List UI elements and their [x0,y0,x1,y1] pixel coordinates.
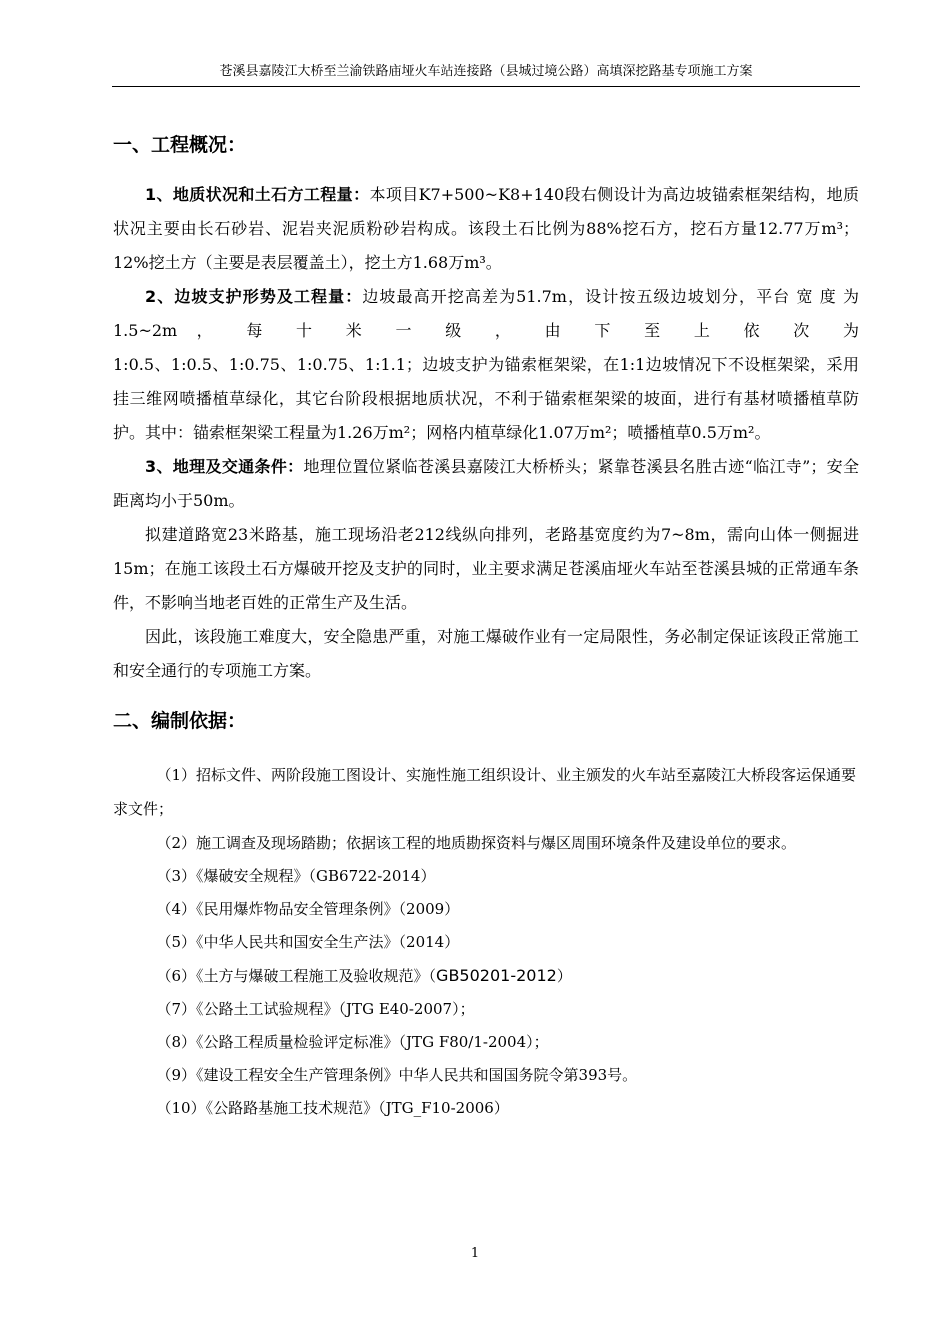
paragraph-road: 拟建道路宽23米路基，施工现场沿老212线纵向排列，老路基宽度约为7~8m，需向山体一侧掘进15m；在施工该段土石方爆破开挖及支护的同时，业主要求满足苍溪庙垭火车站至苍溪县城的正常通车条件，不影响当地老百姓的正常生产及生活。 [113,525,859,612]
reference-item-10: （10）《公路路基施工技术规范》（JTG_F10-2006） [156,1099,509,1117]
paragraph-geology [113,178,859,280]
paragraph-geology-label: 1、地质状况和土石方工程量： [145,185,370,204]
page-header [112,62,860,87]
reference-item-6-code: GB50201-2012 [436,966,557,985]
reference-item-7: （7）《公路土工试验规程》（JTG E40-2007）； [156,1000,475,1018]
header-title: 苍溪县嘉陵江大桥至兰渝铁路庙垭火车站连接路（县城过境公路）高填深挖路基专项施工方案 [219,64,753,79]
reference-item-6-title: （6）《土方与爆破工程施工及验收规范》（ [156,967,437,985]
paragraph-slope-label: 2、边坡支护形势及工程量： [145,287,363,306]
section-1-title: 一、工程概况： [113,134,247,156]
paragraph-traffic [113,450,859,518]
section-2-title: 二、编制依据： [113,710,247,732]
page-number: 1 [470,1246,480,1261]
reference-item-3: （3）《爆破安全规程》（GB6722-2014） [156,867,436,885]
reference-item-9: （9）《建设工程安全生产管理条例》中华人民共和国国务院令第393号。 [156,1066,638,1084]
paragraph-traffic-text: 地理位置位紧临苍溪县嘉陵江大桥桥头；紧靠苍溪县名胜古迹“临江寺”；安全距离均小于50m。 [113,457,859,510]
paragraph-conclusion: 因此，该段施工难度大，安全隐患严重，对施工爆破作业有一定局限性，务必制定保证该段正常施工和安全通行的专项施工方案。 [113,627,859,680]
document-body [113,126,859,1125]
reference-item-4: （4）《民用爆炸物品安全管理条例》（2009） [156,900,460,918]
reference-item-2: （2）施工调查及现场踏勘；依据该工程的地质勘探资料与爆区周围环境条件及建设单位的要求。 [156,834,797,852]
paragraph-slope-text-b: 1:0.5、1:0.5、1:0.75、1:0.75、1:1.1；边坡支护为锚索框架梁，在1:1边坡情况下不设框架梁，采用挂三维网喷播植草绿化，其它台阶段根据地质状况，不利于锚索框架梁的坡面，进行有基材喷播植草防护。其中：锚索框架梁工程量为1.26万m²；网格内植草绿化1.07万m²；喷播植草0.5万m²。 [113,355,859,442]
paragraph-slope-line1 [113,280,859,348]
reference-item-1: （1）招标文件、两阶段施工图设计、实施性施工组织设计、业主颁发的火车站至嘉陵江大桥段客运保通要求文件； [113,766,857,818]
paragraph-slope-text-a: 边坡最高开挖高差为51.7m，设计按五级边坡划分，平台 宽 度 为 1.5~2m ， 每 十 米 一 级 ， 由 下 至 上 依 次 为 [113,287,859,340]
paragraph-geology-text: 本项目K7+500~K8+140段右侧设计为高边坡锚索框架结构，地质状况主要由长石砂岩、泥岩夹泥质粉砂岩构成。该段土石比例为88%挖石方，挖石方量12.77万m³；12%挖土方（主要是表层覆盖土），挖土方1.68万m³。 [113,185,859,272]
paragraph-slope-rest [113,348,859,450]
reference-item-6-close: ） [556,967,572,985]
reference-item-5: （5）《中华人民共和国安全生产法》（2014） [156,933,460,951]
paragraph-traffic-label: 3、地理及交通条件： [145,457,304,476]
reference-item-8: （8）《公路工程质量检验评定标准》（JTG F80/1-2004）； [156,1033,549,1051]
reference-item-6 [113,959,859,993]
